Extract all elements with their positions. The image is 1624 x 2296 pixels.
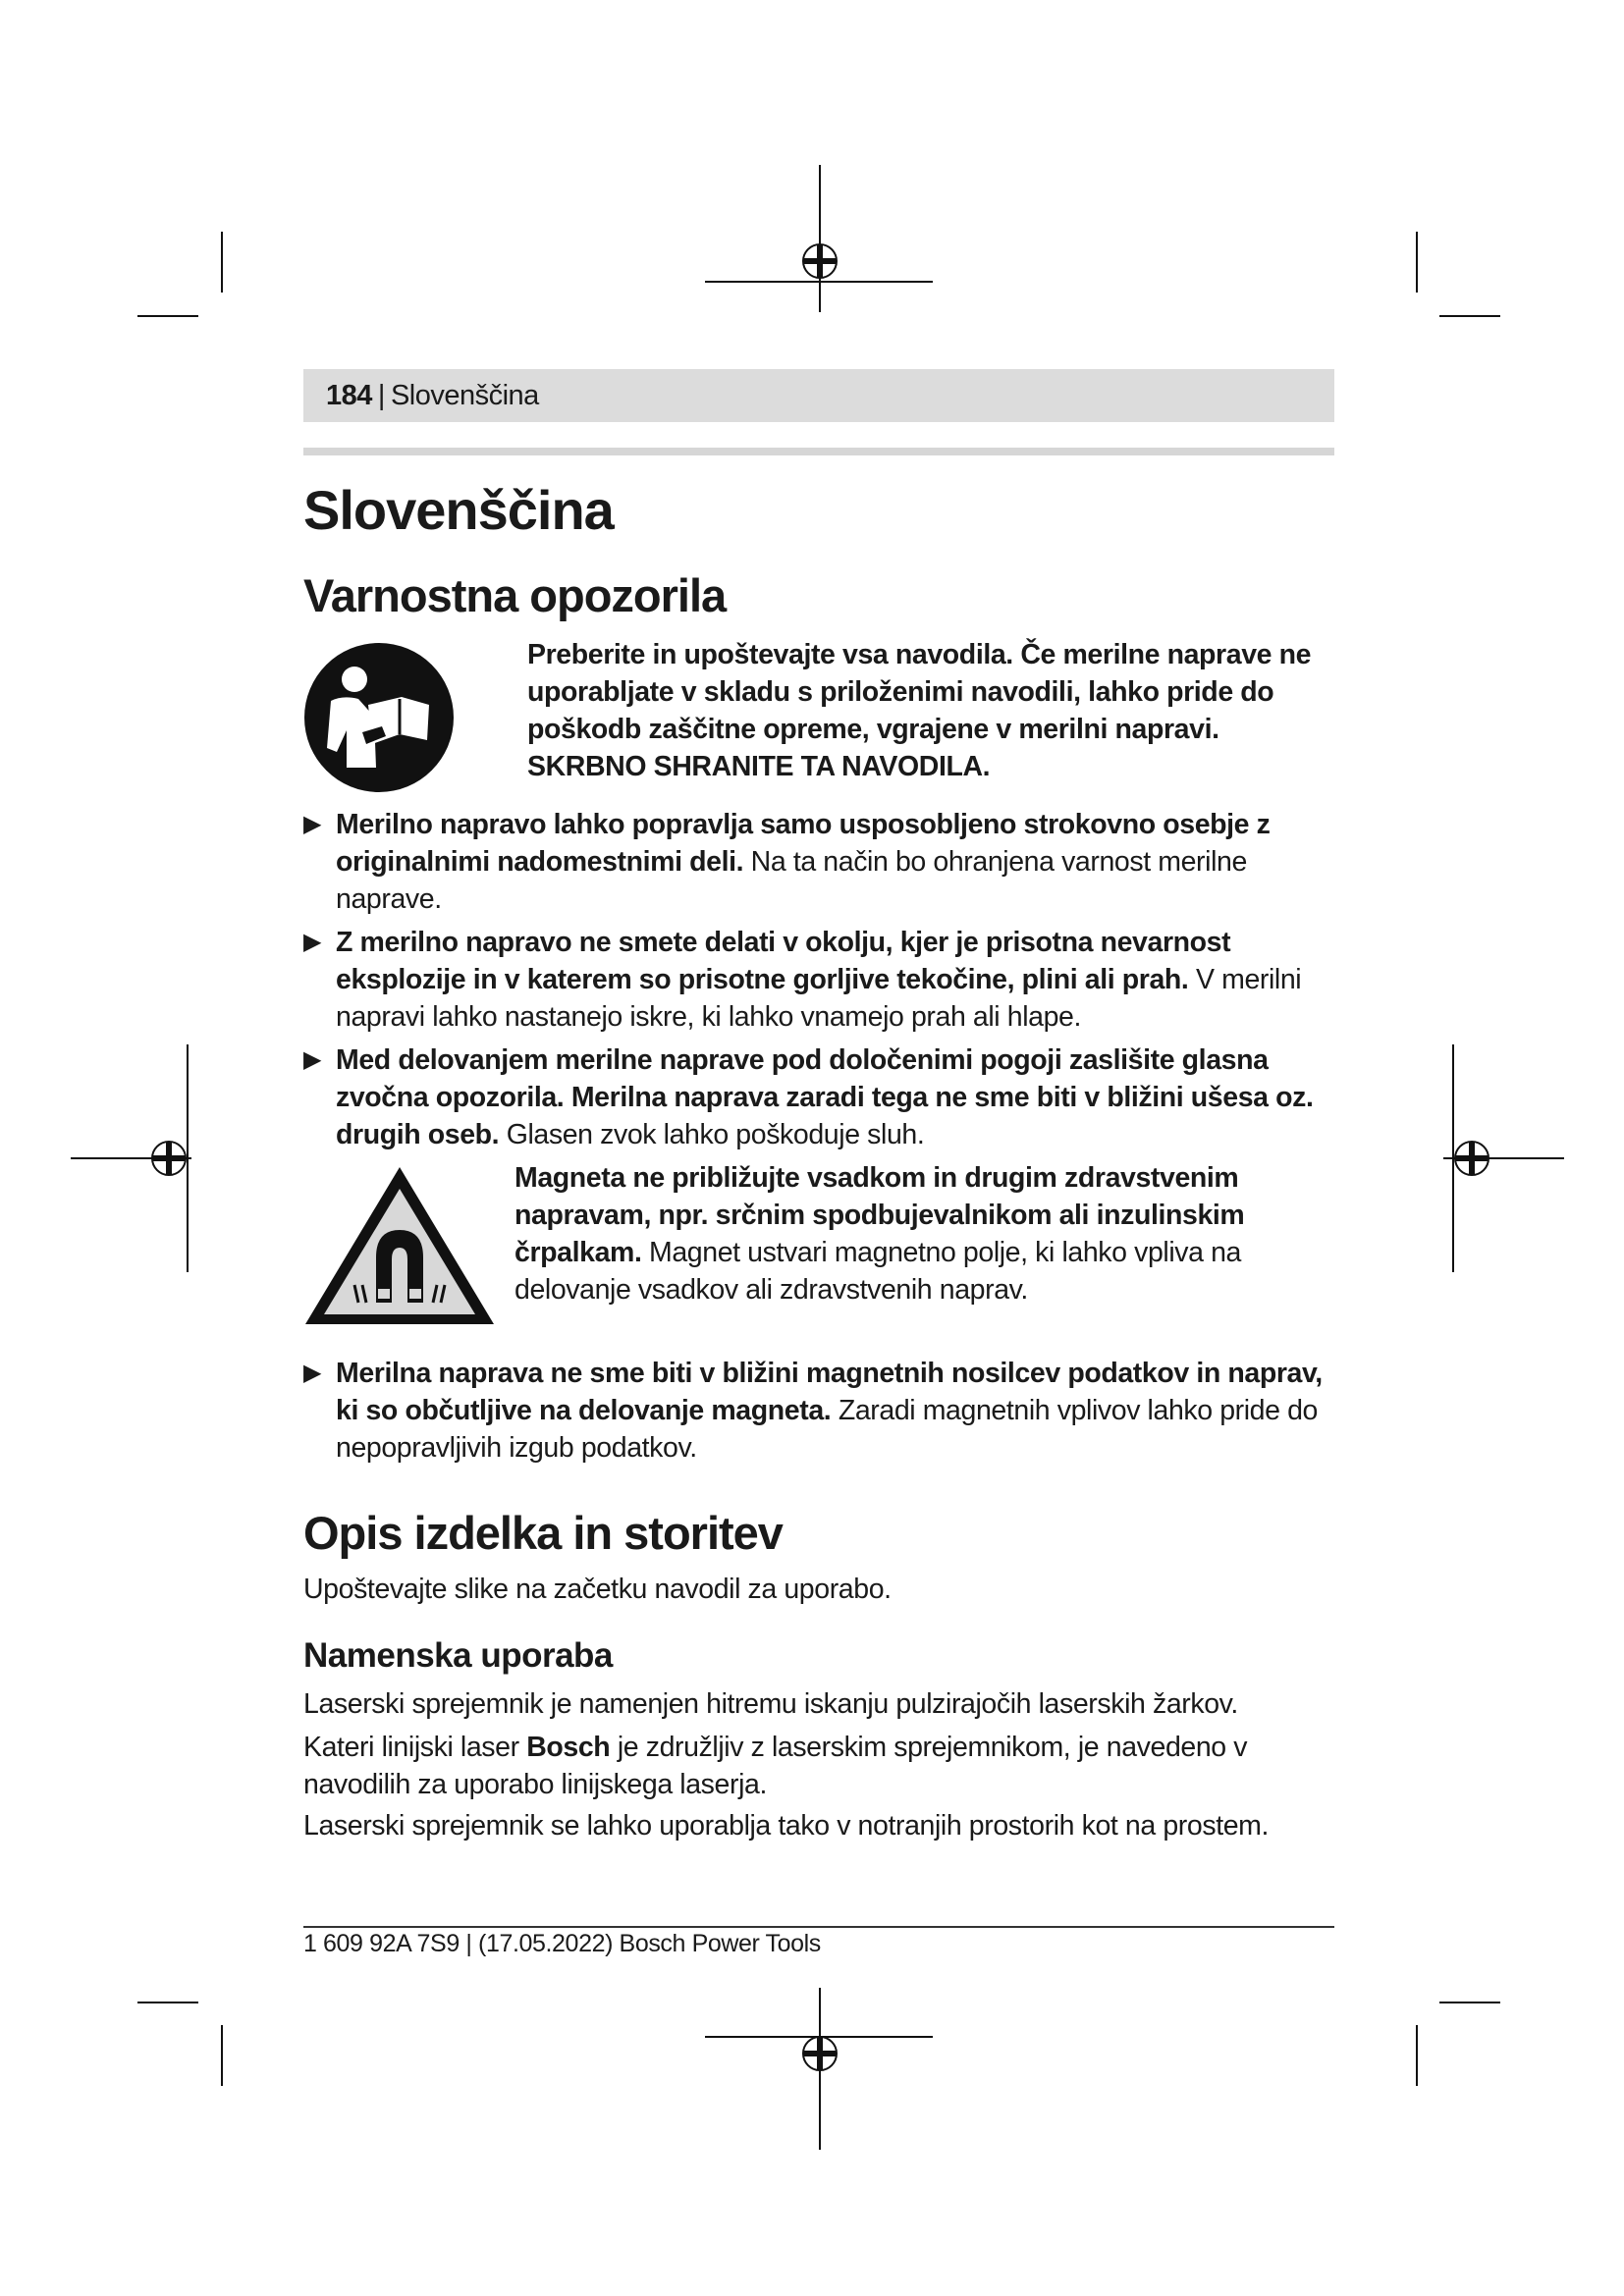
intended-use-heading: Namenska uporaba xyxy=(303,1635,613,1675)
footer-text: 1 609 92A 7S9 | (17.05.2022) Bosch Power Tools xyxy=(303,1930,821,1957)
safety-intro: Preberite in upoštevajte vsa navodila. Če merilne naprave ne uporabljate v skladu s priloženimi navodili, lahko pride do poškodb zaščitne opreme, vgrajene v merilni napravi. SKRBNO SHRANITE TA NAVODILA. xyxy=(527,638,1312,782)
intended-use-p3: Laserski sprejemnik se lahko uporablja tako v notranjih prostorih kot na prostem. xyxy=(303,1810,1270,1842)
product-intro: Upoštevajte slike na začetku navodil za uporabo. xyxy=(303,1573,892,1605)
item-bold: Z merilno napravo ne smete delati v okolju, kjer je prisotna nevarnost eksplozije in v katerem so prisotne gorljive tekočine, plini ali prah. xyxy=(336,926,1231,995)
item-bold: Merilno napravo lahko popravlja samo usposobljeno strokovno osebje z originalnimi nadomestnimi deli. xyxy=(336,808,1271,878)
running-header xyxy=(303,369,1334,422)
bullet-arrow-icon: ▶ xyxy=(303,810,322,837)
intended-use-p2 xyxy=(303,1729,1334,1803)
intended-use-p1: Laserski sprejemnik je namenjen hitremu iskanju pulzirajočih laserskih žarkov. xyxy=(303,1688,1238,1721)
header-section: Slovenščina xyxy=(390,379,539,411)
magnet-warning-icon xyxy=(303,1159,514,1333)
item-text: Glasen zvok lahko poškoduje sluh. xyxy=(499,1118,925,1150)
magnet-warning-text xyxy=(514,1159,1334,1308)
language-title: Slovenščina xyxy=(303,479,614,541)
item-text: V merilni napravi lahko nastanejo iskre, ki lahko vnamejo prah ali hlape. xyxy=(336,963,1302,1033)
footer-rule xyxy=(303,1926,1334,1928)
list-item xyxy=(303,924,1334,1036)
p2-before: Kateri linijski laser xyxy=(303,1732,527,1764)
page-content xyxy=(303,461,1334,1844)
list-item xyxy=(303,1355,1334,1467)
item-bold: Merilna naprava ne sme biti v bližini magnetnih nosilcev podatkov in naprav, ki so občutljive na delovanje magneta. xyxy=(336,1357,1323,1426)
item-bold: Med delovanjem merilne naprave pod določenimi pogoji zaslišite glasna zvočna opozorila. Merilna naprava zaradi tega ne sme biti v bližini ušesa oz. drugih oseb. xyxy=(336,1043,1314,1150)
item-text: Na ta način bo ohranjena varnost merilne naprave. xyxy=(336,845,1247,915)
product-heading: Opis izdelka in storitev xyxy=(303,1506,783,1559)
safety-list xyxy=(303,806,1334,1153)
safety-heading: Varnostna opozorila xyxy=(303,569,727,622)
item-text: Zaradi magnetnih vplivov lahko pride do nepopravljivih izgub podatkov. xyxy=(336,1394,1319,1464)
brand-name: Bosch xyxy=(526,1732,611,1764)
magnet-warning-bold: Magneta ne približujte vsadkom in drugim zdravstvenim napravam, npr. srčnim spodbujevalnikom ali inzulinskim črpalkam. xyxy=(514,1161,1245,1268)
bullet-arrow-icon: ▶ xyxy=(303,928,322,955)
list-item xyxy=(303,806,1334,918)
header-separator: | xyxy=(377,379,385,411)
bullet-arrow-icon: ▶ xyxy=(303,1359,322,1386)
magnet-warning-plain: Magnet ustvari magnetno polje, ki lahko vpliva na delovanje vsadkov ali zdravstvenih naprav. xyxy=(514,1236,1242,1306)
read-manual-icon xyxy=(303,636,527,798)
bullet-arrow-icon: ▶ xyxy=(303,1045,322,1073)
magnet-warning-block xyxy=(303,1159,1334,1333)
safety-list-continued xyxy=(303,1355,1334,1467)
header-rule xyxy=(303,448,1334,455)
page-number: 184 xyxy=(326,379,372,411)
read-manual-block xyxy=(303,636,1334,798)
p2-after: je združljiv z laserskim sprejemnikom, je navedeno v navodilih za uporabo linijskega laserja. xyxy=(303,1732,1248,1801)
list-item xyxy=(303,1041,1334,1153)
